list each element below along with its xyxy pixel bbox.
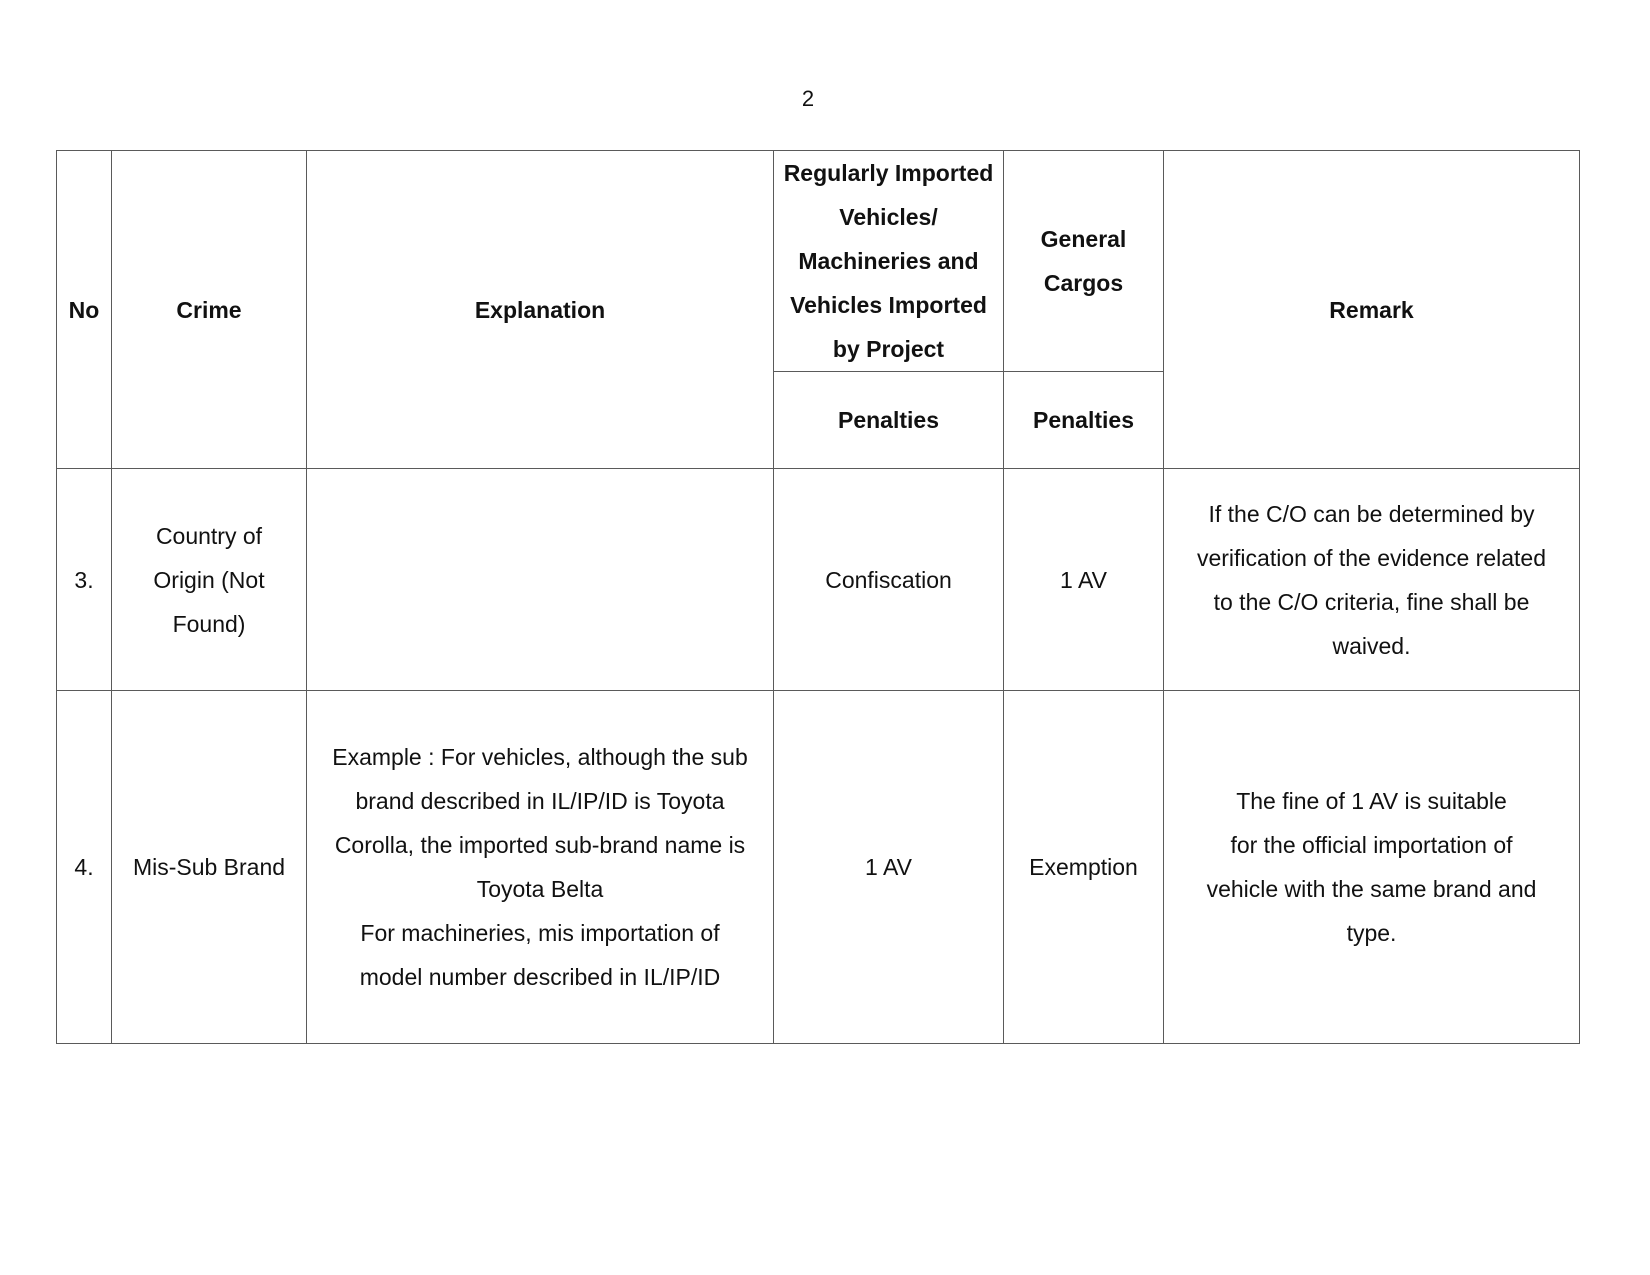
table-header-row [57, 151, 1580, 372]
header-explanation: Explanation [307, 151, 774, 469]
cell-crime: Country of Origin (Not Found) [112, 469, 307, 691]
header-remark: Remark [1164, 151, 1580, 469]
cell-explanation [307, 469, 774, 691]
cell-no: 3. [57, 469, 112, 691]
header-crime: Crime [112, 151, 307, 469]
cell-remark: If the C/O can be determined by verification of the evidence related to the C/O criteria, fine shall be waived. [1164, 469, 1580, 691]
table-row [57, 691, 1580, 1044]
cell-penalty-general: Exemption [1004, 691, 1164, 1044]
cell-penalty-regular: Confiscation [774, 469, 1004, 691]
header-penalties-regular: Penalties [774, 372, 1004, 469]
header-regular-import: Regularly Imported Vehicles/ Machineries and Vehicles Imported by Project [774, 151, 1004, 372]
cell-penalty-regular: 1 AV [774, 691, 1004, 1044]
page-number: 2 [801, 86, 815, 111]
cell-remark: The fine of 1 AV is suitable for the official importation of vehicle with the same brand and type. [1164, 691, 1580, 1044]
header-penalties-general: Penalties [1004, 372, 1164, 469]
header-general-cargos: General Cargos [1004, 151, 1164, 372]
cell-crime: Mis-Sub Brand [112, 691, 307, 1044]
cell-penalty-general: 1 AV [1004, 469, 1164, 691]
penalty-table [56, 150, 1580, 1044]
cell-no: 4. [57, 691, 112, 1044]
header-no: No [57, 151, 112, 469]
table-row [57, 469, 1580, 691]
cell-explanation: Example : For vehicles, although the sub brand described in IL/IP/ID is Toyota Corolla, the imported sub-brand name is Toyota Belta For machineries, mis importation of model number described in IL/IP/ID [307, 691, 774, 1044]
